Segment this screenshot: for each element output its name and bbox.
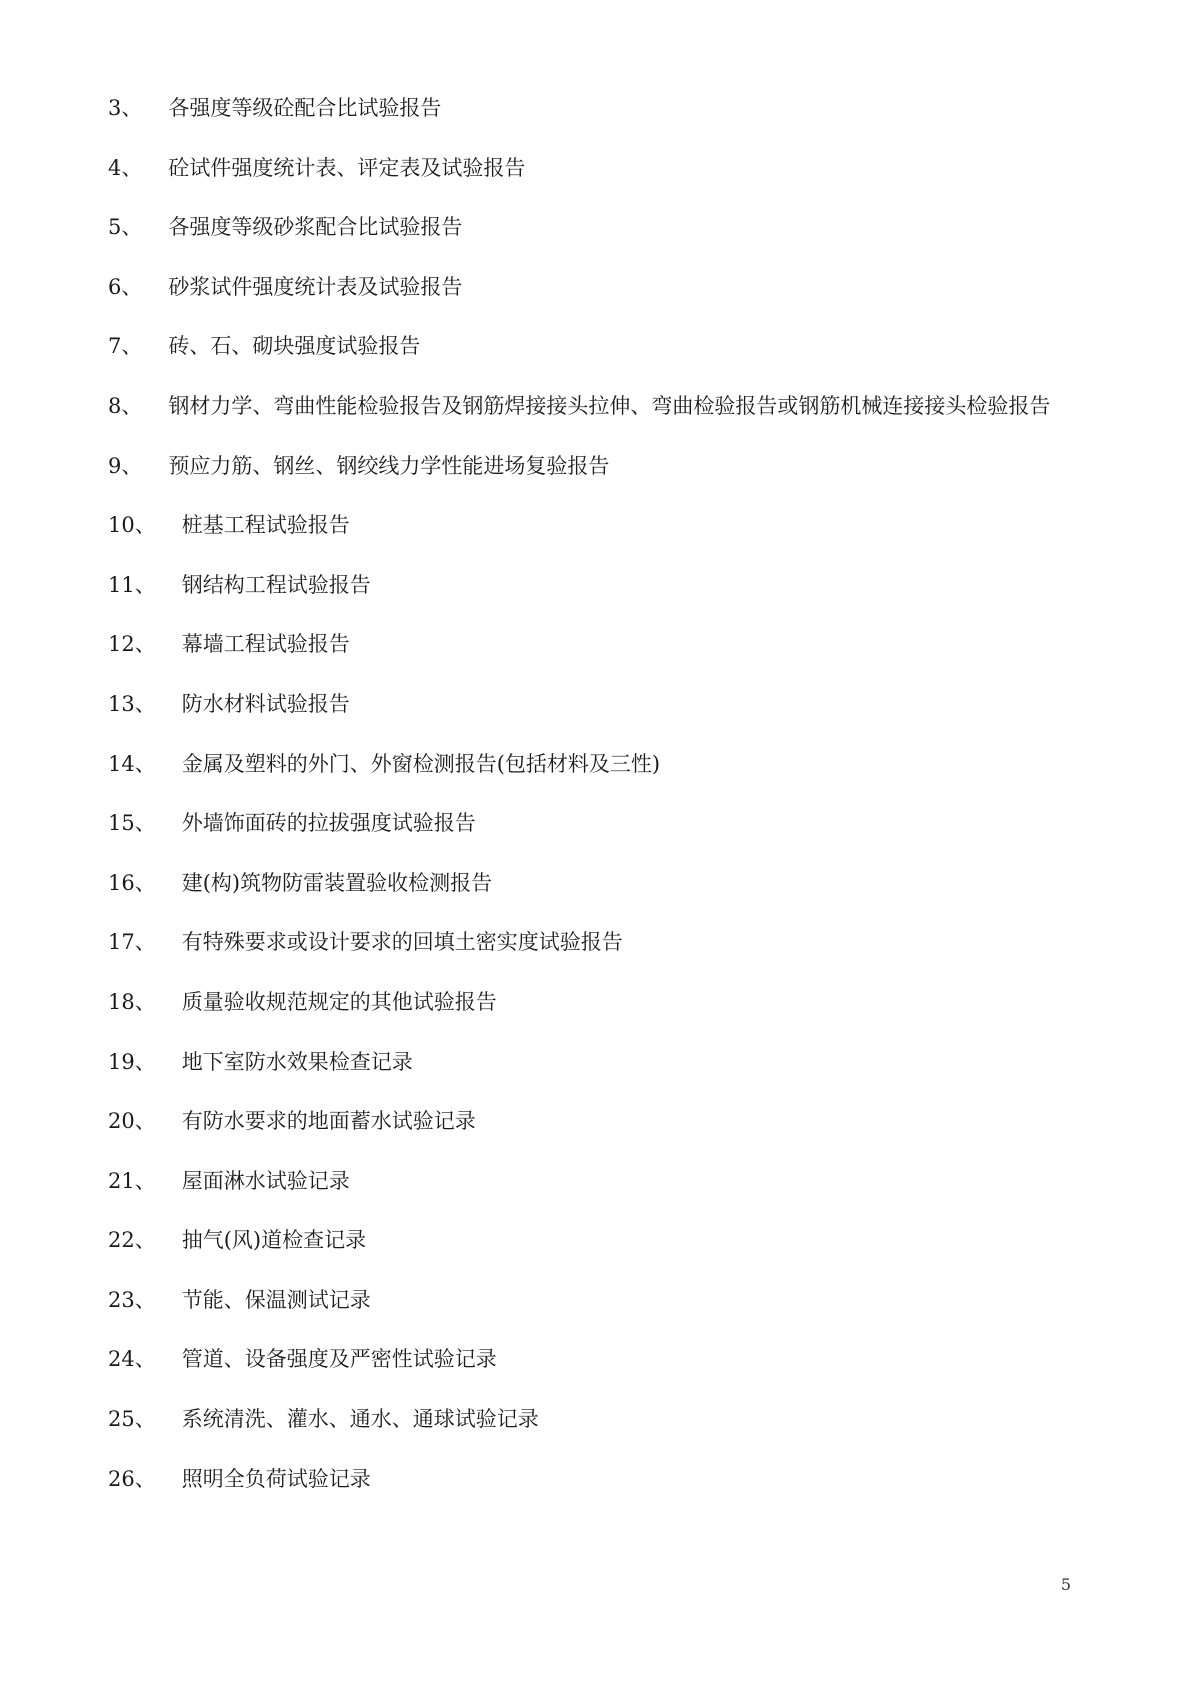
item-number: 6、 bbox=[108, 274, 143, 299]
item-number: 11、 bbox=[108, 572, 156, 597]
item-text: 抽气(风)道检查记录 bbox=[181, 1228, 367, 1253]
item-text: 外墙饰面砖的拉拔强度试验报告 bbox=[181, 811, 476, 836]
item-text: 节能、保温测试记录 bbox=[181, 1287, 371, 1312]
item-text: 预应力筋、钢丝、钢绞线力学性能进场复验报告 bbox=[168, 453, 610, 478]
item-text: 有防水要求的地面蓄水试验记录 bbox=[181, 1109, 476, 1134]
item-number: 20、 bbox=[108, 1109, 156, 1134]
list-item bbox=[108, 1284, 1093, 1317]
item-number: 25、 bbox=[108, 1407, 156, 1432]
item-number: 21、 bbox=[108, 1168, 156, 1193]
item-text: 各强度等级砼配合比试验报告 bbox=[168, 96, 442, 120]
list-item bbox=[108, 986, 1093, 1019]
list-item bbox=[108, 330, 1093, 363]
item-number: 4、 bbox=[108, 155, 143, 180]
item-text: 地下室防水效果检查记录 bbox=[181, 1049, 413, 1074]
item-number: 5、 bbox=[108, 215, 143, 240]
item-text: 幕墙工程试验报告 bbox=[181, 632, 350, 657]
item-text: 有特殊要求或设计要求的回填土密实度试验报告 bbox=[181, 930, 623, 955]
item-number: 14、 bbox=[108, 751, 156, 776]
list-item bbox=[108, 152, 1093, 185]
item-number: 13、 bbox=[108, 691, 156, 716]
list-item bbox=[108, 569, 1093, 602]
item-text: 砖、石、砌块强度试验报告 bbox=[168, 334, 421, 359]
list-item bbox=[108, 509, 1093, 542]
item-number: 7、 bbox=[108, 334, 143, 359]
item-text: 钢结构工程试验报告 bbox=[181, 572, 371, 597]
item-text: 砂浆试件强度统计表及试验报告 bbox=[168, 274, 463, 299]
list-item bbox=[108, 748, 1093, 781]
list-item bbox=[108, 1105, 1093, 1138]
item-number: 17、 bbox=[108, 930, 156, 955]
item-text: 管道、设备强度及严密性试验记录 bbox=[181, 1347, 497, 1372]
item-text: 系统清洗、灌水、通水、通球试验记录 bbox=[181, 1407, 539, 1432]
list-item bbox=[108, 271, 1093, 304]
list-item bbox=[108, 1224, 1093, 1257]
item-number: 18、 bbox=[108, 989, 156, 1014]
page-number: 5 bbox=[1060, 1575, 1071, 1594]
list-item bbox=[108, 92, 1093, 125]
item-number: 12、 bbox=[108, 632, 156, 657]
report-item-list bbox=[108, 92, 1093, 1522]
item-text: 建(构)筑物防雷装置验收检测报告 bbox=[181, 870, 493, 895]
list-item bbox=[108, 1343, 1093, 1376]
list-item bbox=[108, 1463, 1093, 1496]
item-number: 24、 bbox=[108, 1347, 156, 1372]
item-text: 桩基工程试验报告 bbox=[181, 513, 350, 538]
item-number: 9、 bbox=[108, 453, 143, 478]
list-item bbox=[108, 926, 1093, 959]
list-item bbox=[108, 628, 1093, 661]
item-text: 金属及塑料的外门、外窗检测报告(包括材料及三性) bbox=[181, 751, 661, 776]
item-number: 22、 bbox=[108, 1228, 156, 1253]
item-text: 钢材力学、弯曲性能检验报告及钢筋焊接接头拉伸、弯曲检验报告或钢筋机械连接接头检验报告 bbox=[168, 393, 1051, 418]
list-item bbox=[108, 450, 1093, 483]
item-text: 砼试件强度统计表、评定表及试验报告 bbox=[168, 155, 526, 180]
item-text: 屋面淋水试验记录 bbox=[181, 1168, 350, 1193]
item-text: 各强度等级砂浆配合比试验报告 bbox=[168, 215, 463, 240]
list-item bbox=[108, 390, 1093, 423]
item-number: 19、 bbox=[108, 1049, 156, 1074]
item-number: 16、 bbox=[108, 870, 156, 895]
list-item bbox=[108, 1403, 1093, 1436]
item-number: 15、 bbox=[108, 811, 156, 836]
list-item bbox=[108, 688, 1093, 721]
item-number: 23、 bbox=[108, 1287, 156, 1312]
list-item bbox=[108, 211, 1093, 244]
list-item bbox=[108, 807, 1093, 840]
list-item bbox=[108, 1165, 1093, 1198]
list-item bbox=[108, 1046, 1093, 1079]
item-number: 3、 bbox=[108, 96, 143, 120]
item-text: 防水材料试验报告 bbox=[181, 691, 350, 716]
item-number: 8、 bbox=[108, 393, 143, 418]
item-number: 26、 bbox=[108, 1466, 156, 1491]
item-text: 质量验收规范规定的其他试验报告 bbox=[181, 989, 497, 1014]
list-item bbox=[108, 867, 1093, 900]
item-text: 照明全负荷试验记录 bbox=[181, 1466, 371, 1491]
item-number: 10、 bbox=[108, 513, 156, 538]
